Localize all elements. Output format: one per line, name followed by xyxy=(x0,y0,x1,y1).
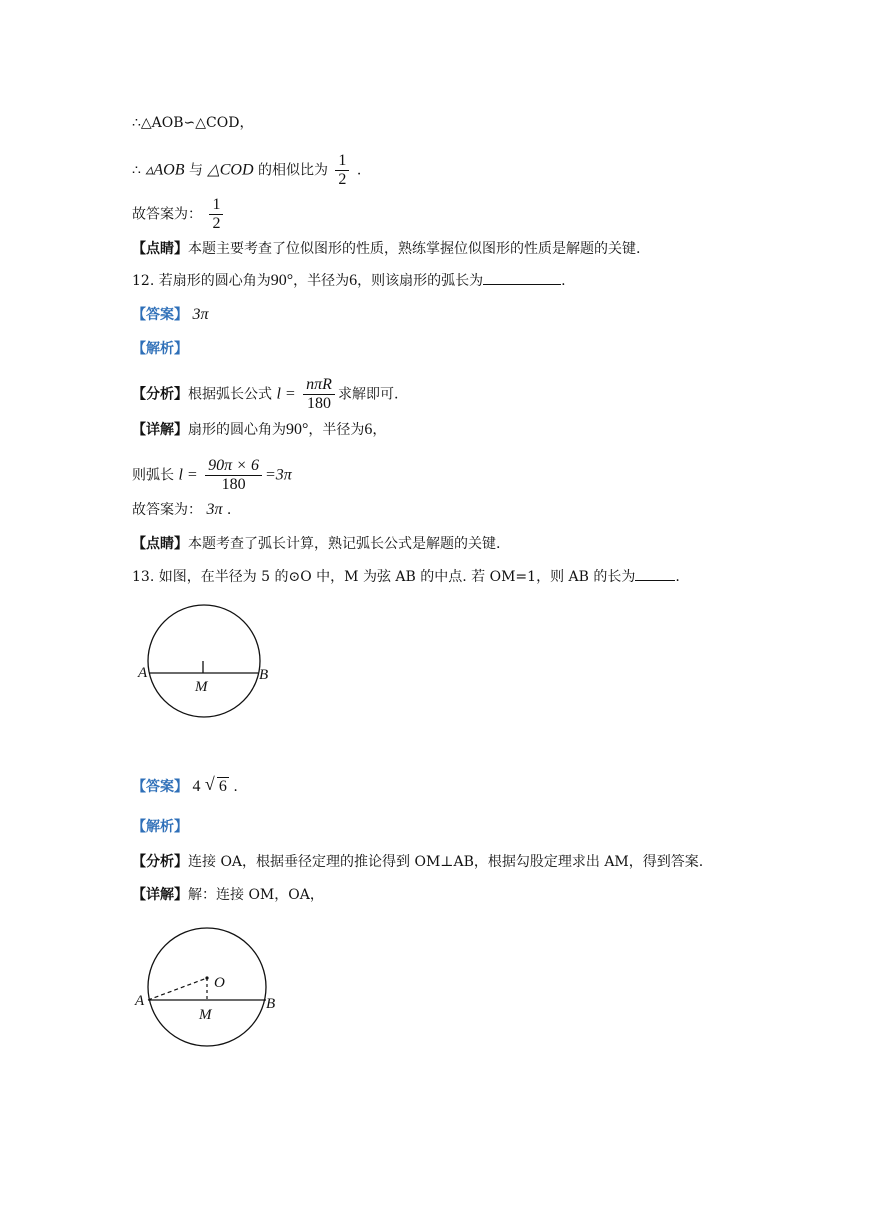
fenxi-12-line xyxy=(132,376,398,413)
center-o-point xyxy=(205,976,208,979)
answer-blank xyxy=(483,272,561,285)
answer-13-sqrt xyxy=(204,774,229,797)
analysis-tag: 【解析】 xyxy=(132,819,188,835)
answer-13-coef: 4 xyxy=(192,778,201,795)
comment-11-line xyxy=(132,239,640,259)
arc-calc-line xyxy=(132,457,292,494)
question-12-radius: 6 xyxy=(349,272,358,289)
question-13-end: . xyxy=(675,569,680,585)
ratio-denominator: 2 xyxy=(338,171,347,188)
ratio-connector: 与 xyxy=(184,162,208,179)
therefore-symbol: ∴ xyxy=(132,162,141,179)
fenxi-12-text-b: 求解即可. xyxy=(337,386,399,403)
xiangjie-12-part-b: ，半径为 xyxy=(308,422,365,438)
arc-calc-lhs: l = xyxy=(178,466,198,484)
xiangjie-12-part-c: ， xyxy=(372,422,387,438)
answer-blank xyxy=(635,568,675,581)
arc-formula-fraction xyxy=(303,376,335,413)
answer-ratio-label: 故答案为： xyxy=(132,206,202,223)
comment-tag: 【点睛】 xyxy=(132,536,188,552)
fenxi-12-text-a: 根据弧长公式 xyxy=(188,386,272,403)
question-12 xyxy=(132,271,566,291)
question-12-part-b: ，半径为 xyxy=(293,273,350,289)
arc-calc-numerator: 90π × 6 xyxy=(205,457,262,476)
answer-12-line xyxy=(132,305,208,325)
point-o-label: O xyxy=(214,975,225,991)
analysis-12-line xyxy=(132,339,188,359)
question-12-end: . xyxy=(561,273,566,289)
ratio-numerator: 1 xyxy=(335,152,349,171)
answer-13-line xyxy=(132,774,238,797)
sqrt-symbol: √ xyxy=(204,774,215,794)
answer-ratio-fraction xyxy=(209,196,223,233)
circle-outline xyxy=(148,605,260,717)
comment-tag: 【点睛】 xyxy=(132,241,188,257)
answer-12-final-end: . xyxy=(226,502,232,518)
point-b-label: B xyxy=(259,667,269,683)
xiangjie-13-text: 解：连接 OM，OA， xyxy=(188,887,324,903)
comment-12-text: 本题考查了弧长计算，熟记弧长公式是解题的关键. xyxy=(188,536,501,552)
conclusion-similar-text: ∴△AOB∽△COD， xyxy=(132,115,254,131)
arc-formula-numerator: nπR xyxy=(303,376,335,395)
question-12-part-a: 12. 若扇形的圆心角为 xyxy=(132,273,271,289)
point-b-label: B xyxy=(266,996,276,1012)
point-m-label: M xyxy=(199,1007,212,1023)
question-12-part-c: ，则该扇形的弧长为 xyxy=(357,273,484,289)
circle-figure-2 xyxy=(130,925,285,1050)
fenxi-13-line xyxy=(132,852,703,872)
triangle-cod: △COD xyxy=(207,161,254,179)
answer-12-final-label: 故答案为： xyxy=(132,502,202,518)
comment-11-text: 本题主要考查了位似图形的性质，熟练掌握位似图形的性质是解题的关键. xyxy=(188,241,641,257)
circle-figure-1 xyxy=(132,600,282,725)
arc-calc-fraction xyxy=(205,457,262,494)
analysis-tag: 【解析】 xyxy=(132,341,188,357)
answer-ratio-denominator: 2 xyxy=(212,215,221,232)
ratio-end: . xyxy=(356,162,362,179)
arc-calc-denominator: 180 xyxy=(221,476,246,493)
point-a-label: A xyxy=(135,993,145,1009)
fenxi-13-text: 连接 OA，根据垂径定理的推论得到 OM⊥AB，根据勾股定理求出 AM，得到答案. xyxy=(188,854,704,870)
answer-13-end: . xyxy=(233,779,238,795)
arc-calc-label: 则弧长 xyxy=(132,467,174,484)
question-13 xyxy=(132,567,680,587)
point-a-label: A xyxy=(138,665,148,681)
xiangjie-12-angle: 90° xyxy=(286,421,309,438)
xiangjie-12-part-a: 扇形的圆心角为 xyxy=(188,422,286,438)
fenxi-tag: 【分析】 xyxy=(132,386,188,403)
question-13-text: 13. 如图，在半径为 5 的⊙O 中，M 为弦 AB 的中点. 若 OM=1，则 AB 的长为 xyxy=(132,569,636,585)
fenxi-tag: 【分析】 xyxy=(132,854,188,870)
answer-ratio-line xyxy=(132,196,226,233)
xiangjie-tag: 【详解】 xyxy=(132,422,188,438)
analysis-13-line xyxy=(132,817,188,837)
xiangjie-tag: 【详解】 xyxy=(132,887,188,903)
answer-13-radicand: 6 xyxy=(218,778,227,795)
answer-12-final-line xyxy=(132,500,231,520)
ratio-fraction xyxy=(335,152,349,189)
answer-tag: 【答案】 xyxy=(132,307,188,323)
answer-12-final-value: 3π xyxy=(206,501,223,518)
arc-formula-denominator: 180 xyxy=(307,395,332,412)
arc-formula-lhs: l = xyxy=(276,385,296,403)
answer-tag: 【答案】 xyxy=(132,779,188,795)
point-m-label: M xyxy=(195,679,208,695)
answer-12-value: 3π xyxy=(192,306,209,323)
arc-calc-result: =3π xyxy=(264,466,292,484)
triangle-aob: ▵AOB xyxy=(145,161,185,179)
ratio-line xyxy=(132,152,361,189)
answer-ratio-numerator: 1 xyxy=(209,196,223,215)
comment-12-line xyxy=(132,534,500,554)
ratio-label: 的相似比为 xyxy=(253,162,328,179)
xiangjie-12-radius: 6 xyxy=(364,421,373,438)
conclusion-similar-line xyxy=(132,113,253,133)
question-12-angle: 90° xyxy=(270,272,294,289)
xiangjie-13-line xyxy=(132,885,324,905)
segment-oa-dashed xyxy=(148,978,207,1000)
xiangjie-12-line xyxy=(132,420,386,440)
